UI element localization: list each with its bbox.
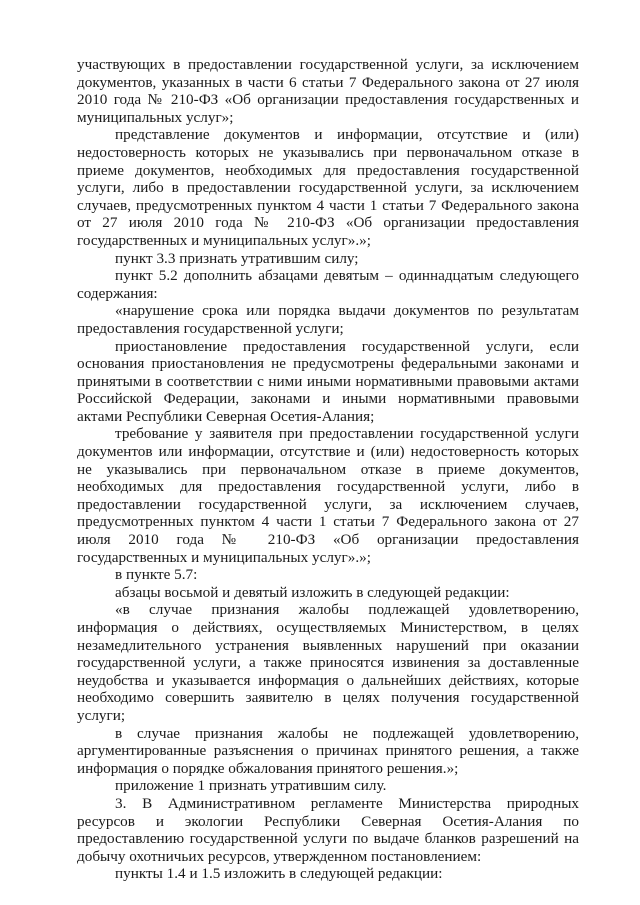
- paragraph-11: в случае признания жалобы не подлежащей удовлетворению, аргументированные разъяснения о причинах принятого решения, а также информация о порядке обжалования принятого решения.»;: [77, 724, 579, 777]
- paragraph-4: пункт 5.2 дополнить абзацами девятым – одиннадцатым следующего содержания:: [77, 267, 579, 302]
- paragraph-9: абзацы восьмой и девятый изложить в следующей редакции:: [115, 583, 510, 601]
- paragraph-14: пункты 1.4 и 1.5 изложить в следующей редакции:: [115, 865, 443, 883]
- paragraph-7: требование у заявителя при предоставлении государственной услуги документов или информации, отсутствие и (или) недостоверность которых не указывались при первоначальном отказе в приеме документов, необходимых для предоставления государственной услуги, либо в предоставлении государственной услуги, за исключением случаев, предусмотренных пунктом 4 части 1 статьи 7 Федерального закона от 27 июля 2010 года № 210-ФЗ «Об организации предоставления государственных и муниципальных услуг».»;: [77, 425, 579, 566]
- document-page: [77, 56, 579, 883]
- paragraph-6: приостановление предоставления государственной услуги, если основания приостановления не предусмотрены федеральными законами и принятыми в соответствии с ними иными нормативными правовыми актами Российской Федерации, законами и иными нормативными правовыми актами Республики Северная Осетия-Алания;: [77, 337, 579, 425]
- paragraph-13: 3. В Административном регламенте Министерства природных ресурсов и экологии Республики Северная Осетия-Алания по предоставлению государственной услуги по выдаче бланков разрешений на добычу охотничьих ресурсов, утвержденном постановлением:: [77, 794, 579, 865]
- paragraph-8: в пункте 5.7:: [115, 566, 198, 584]
- paragraph-3: пункт 3.3 признать утратившим силу;: [115, 249, 359, 267]
- paragraph-10: «в случае признания жалобы подлежащей удовлетворению, информация о действиях, осуществляемых Министерством, в целях незамедлительного устранения выявленных нарушений при оказании государственной услуги, а также приносятся извинения за доставленные неудобства и указывается информация о дальнейших действиях, которые необходимо совершить заявителю в целях получения государственной услуги;: [77, 601, 579, 724]
- paragraph-2: представление документов и информации, отсутствие и (или) недостоверность которых не указывались при первоначальном отказе в приеме документов, необходимых для предоставления государственной услуги, либо в предоставлении государственной услуги, за исключением случаев, предусмотренных пунктом 4 части 1 статьи 7 Федерального закона от 27 июля 2010 года № 210-ФЗ «Об организации предоставления государственных и муниципальных услуг».»;: [77, 126, 579, 249]
- paragraph-1: участвующих в предоставлении государственной услуги, за исключением документов, указанных в части 6 статьи 7 Федерального закона от 27 июля 2010 года № 210-ФЗ «Об организации предоставления государственных и муниципальных услуг»;: [77, 56, 579, 126]
- paragraph-12: приложение 1 признать утратившим силу.: [115, 777, 387, 795]
- paragraph-5: «нарушение срока или порядка выдачи документов по результатам предоставления государственной услуги;: [77, 302, 579, 337]
